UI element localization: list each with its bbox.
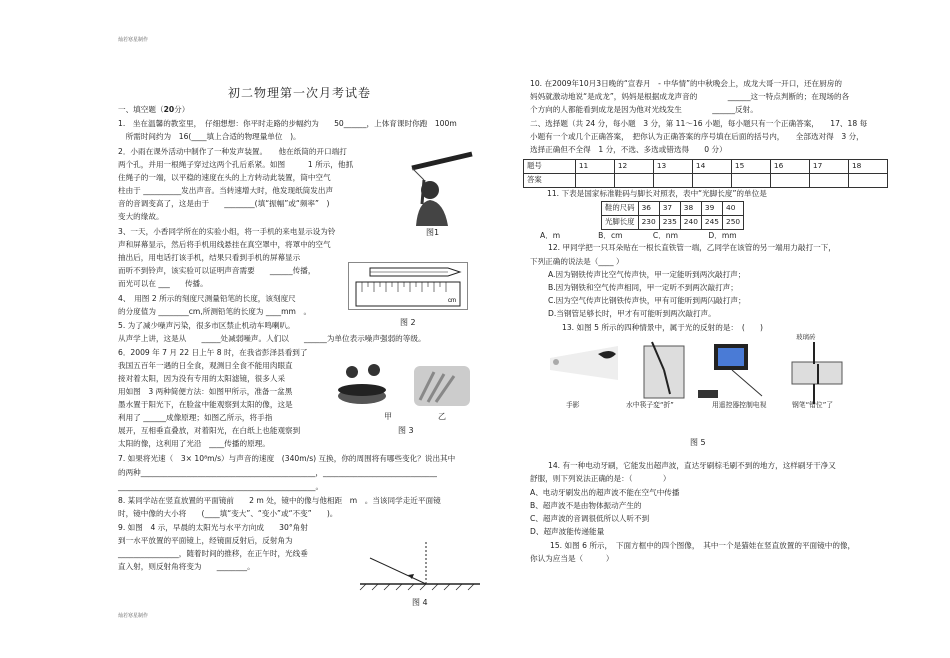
answer-cell: 13	[653, 160, 692, 174]
q9-line1: 9. 如图 4 示，早晨的太阳光与水平方向成 30°角射	[118, 523, 308, 532]
answer-table-answer-row	[524, 174, 888, 188]
q14-line2: 舒服，则下列说法正确的是：（ ）	[530, 474, 671, 483]
figure-3-image	[334, 360, 474, 412]
answer-cell: 18	[848, 160, 887, 174]
figure-3-yi-label: 乙	[438, 412, 446, 421]
q9-line2: 到一水平放置的平面镜上，经镜面反射后，反射角为	[118, 536, 293, 545]
q2-line6: 变大的缘故。	[118, 212, 164, 221]
q1-line2: 所需时间约为 16(____填上合适的物理量单位 )。	[118, 132, 301, 141]
answer-input-cell[interactable]	[770, 174, 809, 188]
q14-option-a: A、电动牙刷发出的超声波不能在空气中传播	[530, 488, 680, 497]
q6-line8: 太阳的像，这利用了光沿 ____传播的原理。	[118, 439, 270, 448]
shoe-cell: 36	[638, 202, 659, 216]
q2-line3: 住绳子的一端，以平稳的速度在头的上方转动此装置，筒中空气	[118, 173, 331, 182]
shoe-cell: 40	[723, 202, 744, 216]
answer-cell: 14	[692, 160, 731, 174]
q12-option-c: C.因为空气传声比钢铁传声快，甲有可能听到两闪敲打声；	[548, 296, 746, 305]
q7-line1: 7. 如果将光速（ 3× 10⁸m/s）与声音的速度 (340m/s) 互换，你的周围将有哪些变化？说出其中	[118, 454, 456, 463]
figure-5-label-1: 手影	[566, 401, 580, 409]
shoe-cell: 235	[659, 216, 680, 230]
footer-left-bottom: 灿若寒星制作	[118, 613, 149, 619]
q2-line2: 两个孔，并用一根绳子穿过这两个孔后系紧。如图 1 所示，他抓	[118, 160, 354, 169]
q6-line3: 接对着太阳，因为没有专用的太阳滤镜，很多人采	[118, 374, 286, 383]
figure-5-glass-label: 玻璃砖	[796, 333, 816, 341]
shoe-cell: 光脚长度	[602, 216, 639, 230]
figure-5-label-3: 用遥控器控制电视	[712, 401, 767, 409]
q4-line1: 4、 用图 2 所示的刻度尺测量铅笔的长度，该刻度尺	[118, 294, 296, 303]
q12-line1: 12. 甲同学把一只耳朵贴在一根长直铁管一端，乙同学在该管的另一端用力敲打一下，	[548, 243, 836, 252]
figure-4-caption: 图 4	[412, 598, 428, 607]
q3-line1: 3、一天，小香同学所在的实验小组，将一手机的来电显示设为铃	[118, 227, 336, 236]
shoe-size-row	[602, 202, 744, 216]
q15-line1: 15. 如图 6 所示， 下面方框中的四个图像， 其中一个是猫娃在竖直放置的平面镜中的像，	[550, 541, 856, 550]
q12-option-b: B.因为钢铁和空气传声相同，甲一定听不到两次敲打声；	[548, 283, 738, 292]
pen-glass-scene	[792, 342, 842, 404]
answer-cell: 11	[575, 160, 614, 174]
answer-input-cell[interactable]	[575, 174, 614, 188]
answer-table	[523, 159, 888, 188]
answer-cell: 答案	[524, 174, 576, 188]
q9-line4: 直入射，则反射角将变为 ________。	[118, 562, 255, 571]
section1-heading	[118, 106, 189, 115]
q12-line2: 下列正确的说法是（____ ）	[530, 257, 624, 266]
q3-line2: 声和屏幕显示，然后将手机用线悬挂在真空罩中，将罩中的空气	[118, 240, 331, 249]
q3-line3: 抽出后，用电话打该手机，结果只看到手机的屏幕显示	[118, 253, 301, 262]
q6-line1: 6．2009 年 7 月 22 日上午 8 时，在我省彭泽县看到了	[118, 348, 308, 357]
figure-2-caption: 图 2	[400, 318, 416, 327]
q2-line5: 音的音调变高了，这是由于 ________(填“振幅”或“频率” )	[118, 199, 330, 208]
figure-1-caption: 图1	[426, 228, 440, 237]
section2-line1: 二、选择题（共 24 分，每小题 3 分，第 11～16 小题，每小题只有一个正确答案， 17、18 每	[530, 119, 868, 128]
answer-input-cell[interactable]	[614, 174, 653, 188]
answer-cell: 题号	[524, 160, 576, 174]
section1-heading-text: 一、填空题（	[118, 105, 164, 114]
q11-options: A．m B．cm C．nm D．mm	[540, 231, 737, 240]
answer-cell: 15	[731, 160, 770, 174]
q5-line1: 5. 为了减少噪声污染，很多市区禁止机动车鸣喇叭。	[118, 321, 295, 330]
shoe-size-table	[601, 201, 744, 230]
answer-input-cell[interactable]	[848, 174, 887, 188]
q6-line5: 墨水置于阳光下，在脸盆中能观察到太阳的像，这是	[118, 400, 293, 409]
figure-4-mirror-image	[352, 538, 484, 596]
q10-line3: 个方向的人都能看到成龙是因为他对光线发生 ______反射。	[530, 105, 758, 114]
section2-line3: 选择正确但不全得 1 分，不选、多选或错选得 0 分）	[530, 145, 727, 154]
answer-cell: 16	[770, 160, 809, 174]
q3-line4: 而听不到铃声，该实验可以证明声音需要 ______传播，	[118, 266, 316, 275]
shoe-cell: 鞋的尺码	[602, 202, 639, 216]
q14-option-c: C、超声波的音调很低所以人听不到	[530, 514, 650, 523]
answer-input-cell[interactable]	[731, 174, 770, 188]
shoe-cell: 37	[659, 202, 680, 216]
section1-heading-end: 分）	[174, 105, 190, 114]
answer-cell: 12	[614, 160, 653, 174]
q14-option-d: D、超声波能传递能量	[530, 527, 605, 536]
figure-5-caption: 图 5	[690, 438, 706, 447]
q7-line3: ____________________________________________________。	[118, 482, 324, 491]
q6-line2: 我国五百年一遇的日全食，观测日全食不能用肉眼直	[118, 361, 293, 370]
answer-input-cell[interactable]	[809, 174, 848, 188]
shoe-cell: 250	[723, 216, 744, 230]
answer-table-header-row	[524, 160, 888, 174]
q11-text: 11. 下表是国家标准鞋码与脚长对照表，表中“光脚长度”的单位是	[547, 189, 767, 198]
figure-1-boy-image	[398, 148, 478, 226]
shoe-cell: 39	[701, 202, 722, 216]
q12-option-a: A.因为钢铁传声比空气传声快，甲一定能听到两次敲打声；	[548, 270, 746, 279]
chopsticks-scene	[644, 342, 684, 398]
figure-5-label-4: 钢笔“错位”了	[792, 401, 834, 409]
page-title: 初二物理第一次月考试卷	[228, 86, 372, 100]
shoe-cell: 240	[680, 216, 701, 230]
q6-line7: 展开，互相垂直叠放，对着阳光，在白纸上也能观察到	[118, 426, 301, 435]
q6-line6: 利用了 ______成像原理；如图乙所示，将手指	[118, 413, 273, 422]
q2-line1: 2．小雨在课外活动中制作了一种发声装置。 他在纸筒的开口端打	[118, 147, 347, 156]
q12-option-d: D.当钢管足够长时，甲才有可能听到两次敲打声。	[548, 309, 716, 318]
section2-line2: 小题有一个或几个正确答案， 把你认为正确答案的序号填在后面的括号内， 全部选对得 3 分，	[530, 132, 864, 141]
q14-line1: 14. 有一种电动牙刷，它能发出超声波，直达牙刷棕毛刷不到的地方，这样刷牙干净又	[548, 461, 836, 470]
header-left-top: 灿若寒星制作	[118, 37, 149, 43]
q15-line2: 你认为应当是（ ）	[530, 554, 614, 563]
shoe-cell: 230	[638, 216, 659, 230]
answer-input-cell[interactable]	[692, 174, 731, 188]
shoe-cell: 245	[701, 216, 722, 230]
remote-tv-scene	[698, 344, 762, 398]
q2-line4: 柱由于 __________发出声音。当转速增大时，他发现纸筒发出声	[118, 186, 334, 195]
q6-line4: 用如图 3 两种简便方法：如图甲所示，准备一盆黑	[118, 387, 293, 396]
section1-score: 20	[163, 105, 175, 114]
q8-line2: 时，镜中像的大小将 (____填“变大”、“变小”或“不变” )。	[118, 509, 338, 518]
q13-line1: 13. 如图 5 所示的四种情景中，属于光的反射的是： ( )	[562, 323, 763, 332]
figure-3-caption: 图 3	[398, 426, 414, 435]
figure-3-jia-label: 甲	[384, 412, 392, 421]
answer-cell: 17	[809, 160, 848, 174]
q4-line2: 的分度值为 ________cm,所测铅笔的长度为 ____mm 。	[118, 307, 312, 316]
figure-2-ruler-image	[348, 262, 468, 310]
q5-line2: 从声学上讲，这是从 _____处减弱噪声。人们以 ______为单位表示噪声强弱的等级。	[118, 334, 426, 343]
ruler-unit-label: cm	[448, 298, 456, 304]
shoe-cell: 38	[680, 202, 701, 216]
q9-line3: ________________，随着时间的推移，在正午时，光线垂	[118, 549, 308, 558]
q1-line1: 1. 坐在温馨的教室里， 仔细想想：你平时走路的步幅约为 50______，上体育课时你跑 100m	[118, 119, 457, 128]
q7-line2: 的两种______________________________________________，______________________________	[118, 468, 437, 477]
q3-line5: 而光可以在 ___ 传播。	[118, 279, 208, 288]
foot-length-row	[602, 216, 744, 230]
q10-line2: 妈妈就激动地说“是成龙”，妈妈是根据成龙声音的 ______这一特点判断的；在现场的各	[530, 92, 850, 101]
figure-5-label-2: 水中筷子変“折”	[626, 401, 674, 409]
hand-shadow-scene	[550, 346, 618, 380]
q8-line1: 8. 某同学站在竖直放置的平面镜前 2 m 处，镜中的像与他相距 m 。当该同学走近平面镜	[118, 496, 441, 505]
q14-option-b: B、超声波不是由物体振动产生的	[530, 501, 642, 510]
q10-line1: 10. 在2009年10月3日晚的“宣春月 - 中华情”的中秋晚会上，成龙大哥一开口，还在厨房的	[530, 79, 842, 88]
answer-input-cell[interactable]	[653, 174, 692, 188]
